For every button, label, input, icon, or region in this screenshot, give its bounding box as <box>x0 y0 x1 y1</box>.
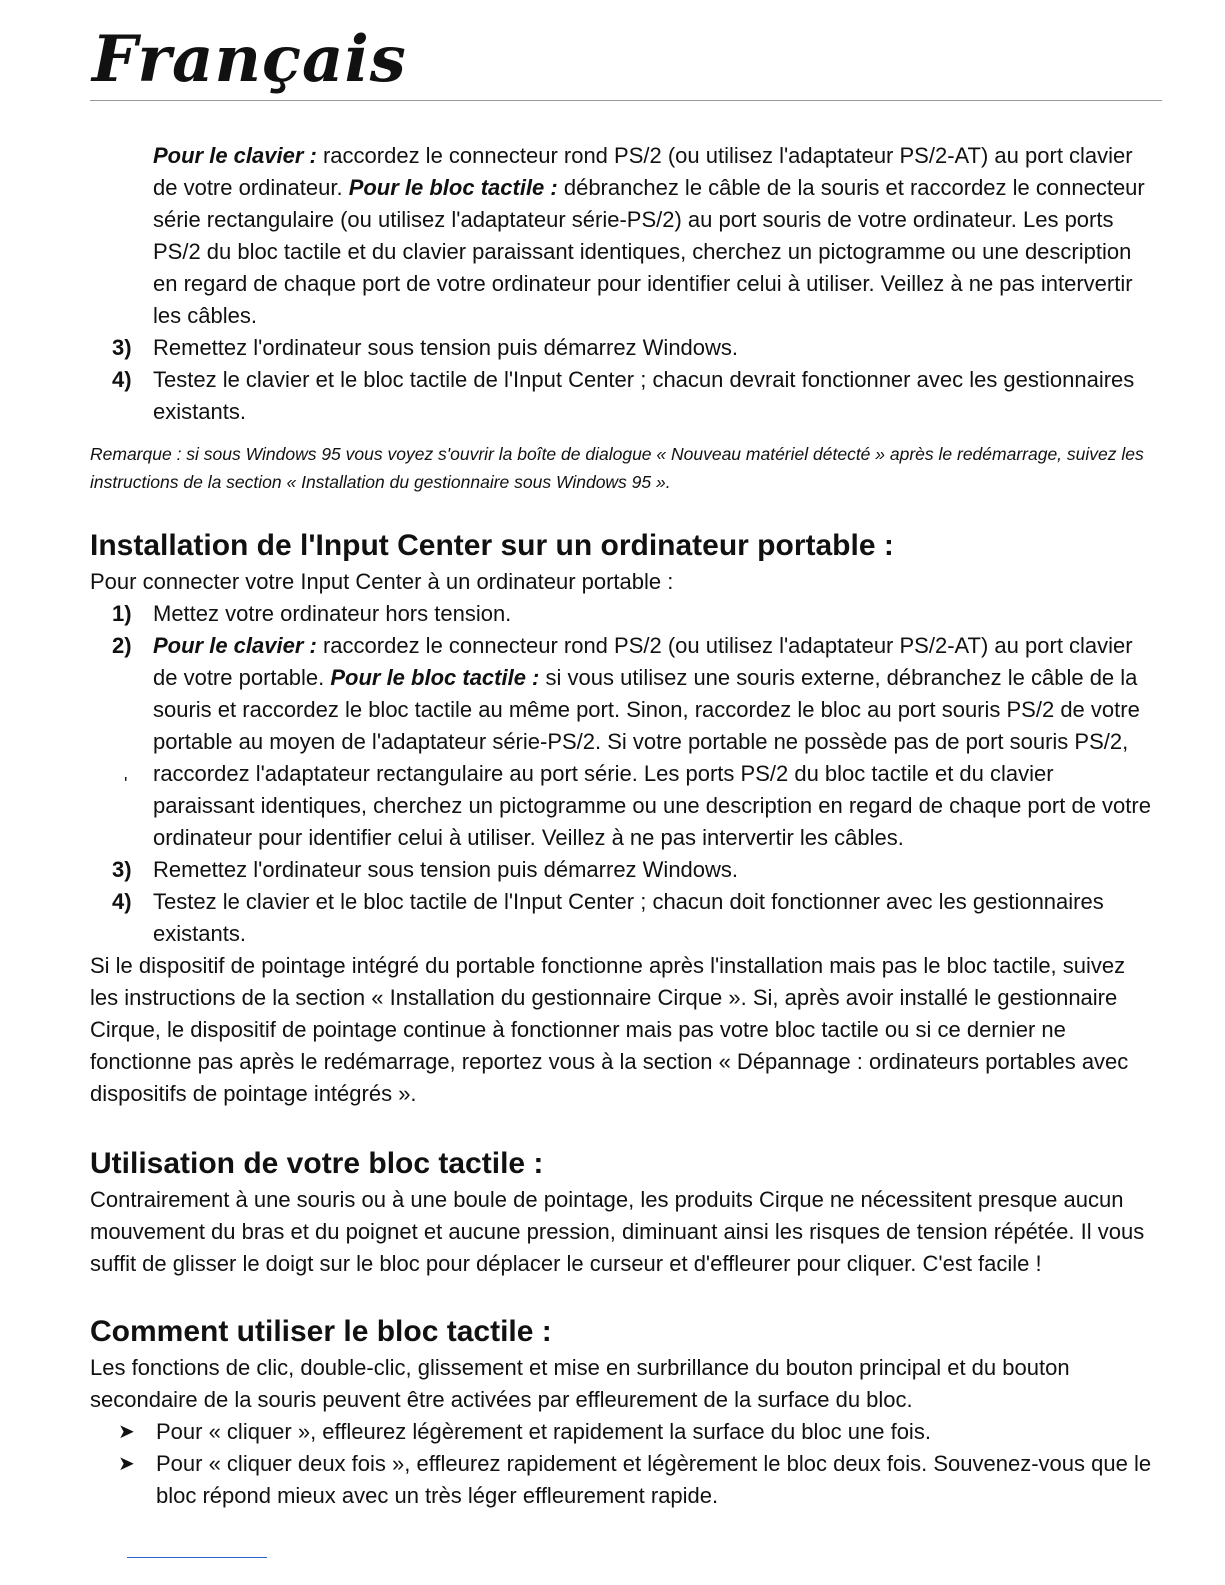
bullet-text: Pour « cliquer », effleurez légèrement et rapidement la surface du bloc une fois. <box>156 1419 931 1444</box>
step-4a <box>90 364 1155 428</box>
laptop-intro: Pour connecter votre Input Center à un ordinateur portable : <box>90 569 674 594</box>
laptop-step-2 <box>90 630 1155 854</box>
stray-mark: ' <box>124 774 128 794</box>
heading-laptop-install: Installation de l'Input Center sur un ordinateur portable : <box>90 529 894 562</box>
bullet-item <box>90 1416 1155 1448</box>
laptop-step-1 <box>90 598 1155 630</box>
intro-paragraph <box>90 140 1155 332</box>
page-language-title: Français <box>92 22 407 97</box>
laptop-closing: Si le dispositif de pointage intégré du portable fonctionne après l'installation mais pas le bloc tactile, suivez les instructions de la section « Installation du gestionnaire Cirque ». Si, après avoir installé le gestionnaire Cirque, le dispositif de pointage continue à fonctionner mais pas votre bloc tactile ou si ce dernier ne fonctionne pas après le redémarrage, reportez vous à la section « Dépannage : ordinateurs portables avec dispositifs de pointage intégrés ». <box>90 953 1129 1106</box>
intro-text-2: débranchez le câble de la souris et raccordez le connecteur série rectangulaire (ou utilisez l'adaptateur série-PS/2) au port souris de votre ordinateur. Les ports PS/2 du bloc tactile et du clavier paraissant identiques, cherchez un pictogramme ou une description en regard de chaque port de votre ordinateur pour identifier celui à utiliser. Veillez à ne pas intervertir les câbles. <box>153 175 1145 328</box>
step-number: 4) <box>112 367 132 392</box>
step-number: 3) <box>112 335 132 360</box>
heading-usage: Utilisation de votre bloc tactile : <box>90 1147 544 1180</box>
label-bloc: Pour le bloc tactile : <box>330 665 540 690</box>
step-text: Remettez l'ordinateur sous tension puis démarrez Windows. <box>153 857 739 882</box>
laptop-step-4 <box>90 886 1155 950</box>
how-intro: Les fonctions de clic, double-clic, glissement et mise en surbrillance du bouton principal et du bouton secondaire de la souris peuvent être activées par effleurement de la surface du bloc. <box>90 1355 1070 1412</box>
step-text-1: raccordez le connecteur rond PS/2 (ou utilisez l'adaptateur PS/2-AT) au port clavier de votre portable. <box>153 633 1133 690</box>
usage-text: Contrairement à une souris ou à une boule de pointage, les produits Cirque ne nécessitent presque aucun mouvement du bras et du poignet et aucune pression, diminuant ainsi les risques de tension répétée. Il vous suffit de glisser le doigt sur le bloc pour déplacer le curseur et d'effleurer pour cliquer. C'est facile ! <box>90 1187 1145 1276</box>
step-text: Testez le clavier et le bloc tactile de l'Input Center ; chacun doit fonctionner avec les gestionnaires existants. <box>153 889 1104 946</box>
step-text: Testez le clavier et le bloc tactile de l'Input Center ; chacun devrait fonctionner avec les gestionnaires existants. <box>153 367 1135 424</box>
label-bloc: Pour le bloc tactile : <box>348 175 558 200</box>
step-text-2: si vous utilisez une souris externe, débranchez le câble de la souris et raccordez le bloc tactile au même port. Sinon, raccordez le bloc au port souris PS/2 de votre portable au moyen de l'adaptateur série-PS/2. Si votre portable ne possède pas de port souris PS/2, raccordez l'adaptateur rectangulaire au port série. Les ports PS/2 du bloc tactile et du clavier paraissant identiques, cherchez un pictogramme ou une description en regard de chaque port de votre ordinateur pour identifier celui à utiliser. Veillez à ne pas intervertir les câbles. <box>153 665 1151 850</box>
remark-note: Remarque : si sous Windows 95 vous voyez s'ouvrir la boîte de dialogue « Nouveau matériel détecté » après le redémarrage, suivez les instructions de la section « Installation du gestionnaire sous Windows 95 ». <box>90 444 1144 492</box>
label-clavier: Pour le clavier : <box>153 143 317 168</box>
heading-how-to: Comment utiliser le bloc tactile : <box>90 1315 552 1348</box>
header-rule <box>90 100 1162 101</box>
step-number: 4) <box>112 889 132 914</box>
document-body <box>90 140 1155 1512</box>
step-text: Mettez votre ordinateur hors tension. <box>153 601 512 626</box>
step-text: Remettez l'ordinateur sous tension puis démarrez Windows. <box>153 335 739 360</box>
bullet-item <box>90 1448 1155 1512</box>
laptop-step-3 <box>90 854 1155 886</box>
step-number: 3) <box>112 857 132 882</box>
step-3a <box>90 332 1155 364</box>
label-clavier: Pour le clavier : <box>153 633 317 658</box>
arrow-bullet-icon: ➤ <box>118 1421 135 1443</box>
intro-text-1: raccordez le connecteur rond PS/2 (ou utilisez l'adaptateur PS/2-AT) au port clavier de votre ordinateur. <box>153 143 1133 200</box>
step-number: 2) <box>112 633 132 658</box>
step-number: 1) <box>112 601 132 626</box>
bullet-text: Pour « cliquer deux fois », effleurez rapidement et légèrement le bloc deux fois. Souvenez-vous que le bloc répond mieux avec un très léger effleurement rapide. <box>156 1451 1152 1508</box>
footer-rule <box>127 1557 267 1558</box>
arrow-bullet-icon: ➤ <box>118 1453 135 1475</box>
